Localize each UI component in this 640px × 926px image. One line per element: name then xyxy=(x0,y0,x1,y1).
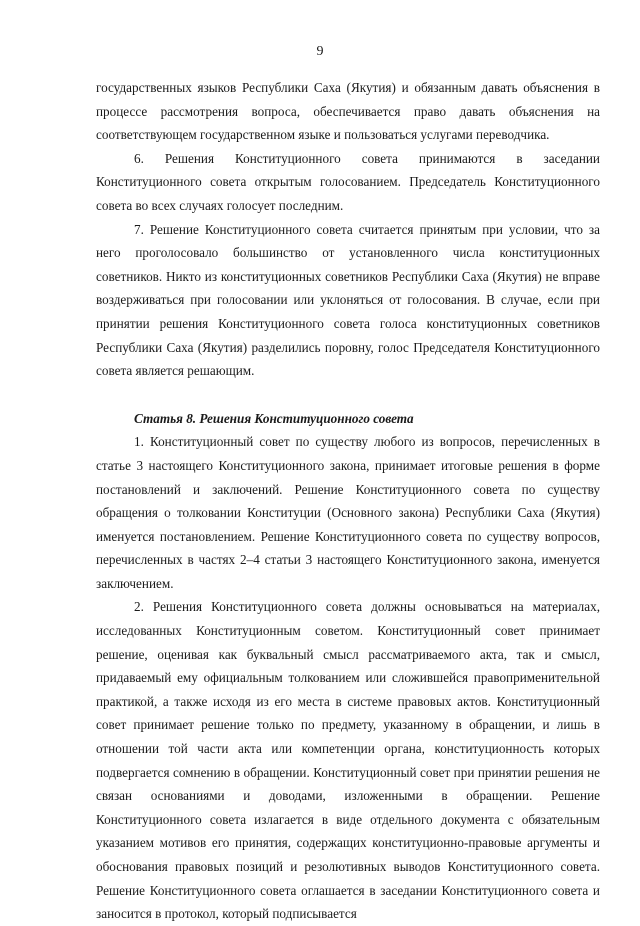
paragraph-item-7: 7. Решение Конституционного совета считается принятым при условии, что за него проголосовало большинство от установленного числа конституционных советников. Никто из конституционных советников Республики Саха (Якутия) не вправе воздерживаться при голосовании или уклоняться от голосования. В случае, если при принятии решения Конституционного совета голоса конституционных советников Республики Саха (Якутия) разделились поровну, голос Председателя Конституционного совета является решающим. xyxy=(96,221,600,379)
document-body xyxy=(96,76,600,926)
article-8-paragraph-1: 1. Конституционный совет по существу любого из вопросов, перечисленных в статье 3 настоящего Конституционного закона, принимает итоговые решения в форме постановлений и заключений. Решение Конституционного совета по существу обращения о толковании Конституции (Основного закона) Республики Саха (Якутия) именуется постановлением. Решение Конституционного совета по существу вопросов, перечисленных в частях 2–4 статьи 3 настоящего Конституционного закона, именуется заключением. xyxy=(96,434,600,591)
article-8-paragraph-2: 2. Решения Конституционного совета должны основываться на материалах, исследованных Конституционным советом. Конституционный совет принимает решение, оценивая как буквальный смысл рассматриваемого акта, так и смысл, придаваемый ему официальным толкованием или сложившейся правоприменительной практикой, а также исходя из его места в системе правовых актов. Конституционный совет принимает решение только по предмету, указанному в обращении, и лишь в отношении той части акта или компетенции органа, конституционность которых подвергается сомнению в обращении. Конституционный совет при принятии решения не связан основаниями и доводами, изложенными в обращении. Решение Конституционного совета излагается в виде отдельного документа с обязательным указанием мотивов его принятия, содержащих конституционно-правовые аргументы и обоснования правовых позиций и резолютивных выводов Конституционного совета. Решение Конституционного совета оглашается в заседании Конституционного совета и заносится в протокол, который подписывается xyxy=(96,599,600,922)
page-number: 9 xyxy=(316,44,324,59)
paragraph-item-6: 6. Решения Конституционного совета принимаются в заседании Конституционного совета открытым голосованием. Председатель Конституционного совета во всех случаях голосует последним. xyxy=(96,150,600,213)
paragraph-continuation: государственных языков Республики Саха (Якутия) и обязанным давать объяснения в процессе рассмотрения вопроса, обеспечивается право давать объяснения на соответствующем государственном языке и пользоваться услугами переводчика. xyxy=(96,80,600,143)
article-8-heading: Статья 8. Решения Конституционного совета xyxy=(134,410,414,426)
